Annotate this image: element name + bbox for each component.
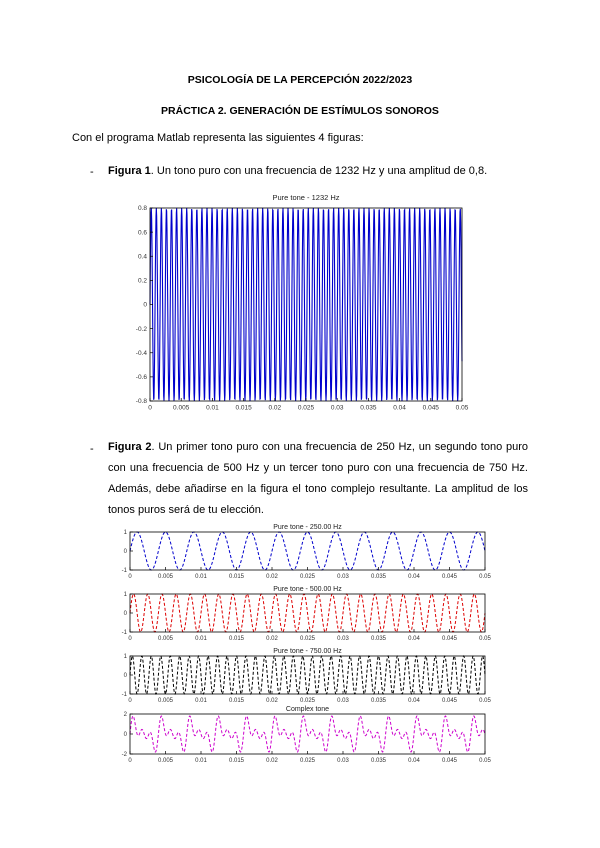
y-tick-label: 0.6 <box>137 229 147 237</box>
y-tick-label: -1 <box>121 692 127 698</box>
y-tick-label: 0 <box>123 673 127 679</box>
y-tick-label: -1 <box>121 568 127 574</box>
figure-2-plot-750hz <box>110 644 495 706</box>
x-tick-label: 0.045 <box>441 698 458 704</box>
x-tick-label: 0.015 <box>228 698 245 704</box>
chart-title: Pure tone - 250.00 Hz <box>273 524 342 531</box>
x-tick-label: 0.02 <box>266 574 278 580</box>
chart-title: Complex tone <box>285 706 330 713</box>
y-tick-label: 2 <box>123 712 127 718</box>
x-tick-label: 0.045 <box>441 574 458 580</box>
y-tick-label: 0.8 <box>137 205 147 213</box>
x-tick-label: 0.04 <box>408 698 420 704</box>
y-tick-label: 0 <box>123 549 127 555</box>
x-tick-label: 0.02 <box>266 636 278 642</box>
x-tick-label: 0.04 <box>408 636 420 642</box>
waveform-series-line <box>130 716 485 752</box>
x-tick-label: 0.03 <box>337 636 349 642</box>
x-tick-label: 0.025 <box>299 698 316 704</box>
x-tick-label: 0.04 <box>408 758 420 764</box>
x-tick-label: 0.015 <box>228 758 245 764</box>
x-tick-label: 0.005 <box>157 698 174 704</box>
item-label: Figura 2 <box>108 441 152 453</box>
y-tick-label: 0.2 <box>137 277 147 285</box>
waveform-series-line <box>130 532 485 570</box>
x-tick-label: 0 <box>128 574 132 580</box>
x-tick-label: 0.015 <box>228 574 245 580</box>
item-label: Figura 1 <box>108 165 151 177</box>
x-tick-label: 0.025 <box>299 574 316 580</box>
y-tick-label: -0.6 <box>135 374 147 382</box>
y-tick-label: 0 <box>123 611 127 617</box>
x-tick-label: 0.05 <box>479 574 491 580</box>
chart-title: Pure tone - 750.00 Hz <box>273 648 342 655</box>
x-tick-label: 0.03 <box>337 758 349 764</box>
waveform-series-line <box>130 656 485 694</box>
x-tick-label: 0.005 <box>157 574 174 580</box>
item-figura-2 <box>108 437 528 521</box>
x-tick-label: 0.02 <box>268 404 282 412</box>
waveform-series-line <box>150 208 462 401</box>
x-tick-label: 0.05 <box>479 698 491 704</box>
x-tick-label: 0 <box>128 758 132 764</box>
figure-2-plot-250hz <box>110 520 495 582</box>
x-tick-label: 0.03 <box>337 574 349 580</box>
y-tick-label: 1 <box>123 530 127 536</box>
figure-1-plot <box>120 188 480 420</box>
y-tick-label: -0.2 <box>135 325 147 333</box>
x-tick-label: 0.03 <box>330 404 344 412</box>
y-tick-label: 0.4 <box>137 253 147 261</box>
y-tick-label: 1 <box>123 654 127 660</box>
y-tick-label: 0 <box>143 301 147 309</box>
item-text: . Un primer tono puro con una frecuencia de 250 Hz, un segundo tono puro con una frecuencia de 500 Hz y un tercer tono puro con una frecuencia de 750 Hz. Además, debe añadirse en la figura el tono complejo resultante. La amplitud de los tonos puros será de tu elección. <box>108 441 528 516</box>
figure-2-plot-complex <box>110 702 495 766</box>
x-tick-label: 0.04 <box>408 574 420 580</box>
bullet-dash-2: - <box>90 443 94 455</box>
x-tick-label: 0.035 <box>370 574 387 580</box>
x-tick-label: 0.02 <box>266 758 278 764</box>
x-tick-label: 0.015 <box>228 636 245 642</box>
x-tick-label: 0.005 <box>157 636 174 642</box>
y-tick-label: 1 <box>123 592 127 598</box>
item-figura-1 <box>108 161 528 182</box>
x-tick-label: 0.045 <box>441 636 458 642</box>
y-tick-label: -2 <box>121 752 127 758</box>
x-tick-label: 0.005 <box>173 404 190 412</box>
waveform-series-line <box>130 594 485 632</box>
x-tick-label: 0.03 <box>337 698 349 704</box>
x-tick-label: 0.015 <box>235 404 252 412</box>
chart-title: Pure tone - 1232 Hz <box>272 193 340 202</box>
x-tick-label: 0.035 <box>370 636 387 642</box>
x-tick-label: 0.04 <box>393 404 406 412</box>
x-tick-label: 0.045 <box>441 758 458 764</box>
item-text: . Un tono puro con una frecuencia de 1232 Hz y una amplitud de 0,8. <box>150 165 488 177</box>
x-tick-label: 0.025 <box>299 758 316 764</box>
intro-paragraph: Con el programa Matlab representa las siguientes 4 figuras: <box>72 132 364 144</box>
x-tick-label: 0.01 <box>195 574 207 580</box>
x-tick-label: 0.035 <box>370 758 387 764</box>
x-tick-label: 0.05 <box>455 404 469 412</box>
x-tick-label: 0.025 <box>297 404 315 412</box>
x-tick-label: 0.025 <box>299 636 316 642</box>
x-tick-label: 0.005 <box>157 758 174 764</box>
x-tick-label: 0.01 <box>206 404 219 412</box>
x-tick-label: 0.02 <box>266 698 278 704</box>
y-tick-label: -0.8 <box>135 398 147 406</box>
x-tick-label: 0.035 <box>360 404 377 412</box>
x-tick-label: 0.035 <box>370 698 387 704</box>
bullet-dash-1: - <box>90 166 94 178</box>
document-title: PSICOLOGÍA DE LA PERCEPCIÓN 2022/2023 <box>187 74 413 86</box>
chart-title: Pure tone - 500.00 Hz <box>273 586 342 593</box>
x-tick-label: 0 <box>148 404 152 412</box>
y-tick-label: -1 <box>121 630 127 636</box>
y-tick-label: 0 <box>123 732 127 738</box>
x-tick-label: 0.05 <box>479 636 491 642</box>
document-subtitle: PRÁCTICA 2. GENERACIÓN DE ESTÍMULOS SONOROS <box>161 105 439 117</box>
x-tick-label: 0.01 <box>195 758 207 764</box>
y-tick-label: -0.4 <box>135 349 147 357</box>
x-tick-label: 0.01 <box>195 698 207 704</box>
x-tick-label: 0 <box>128 636 132 642</box>
figure-2-plot-500hz <box>110 582 495 644</box>
x-tick-label: 0.045 <box>422 404 439 412</box>
x-tick-label: 0.05 <box>479 758 491 764</box>
x-tick-label: 0 <box>128 698 132 704</box>
x-tick-label: 0.01 <box>195 636 207 642</box>
